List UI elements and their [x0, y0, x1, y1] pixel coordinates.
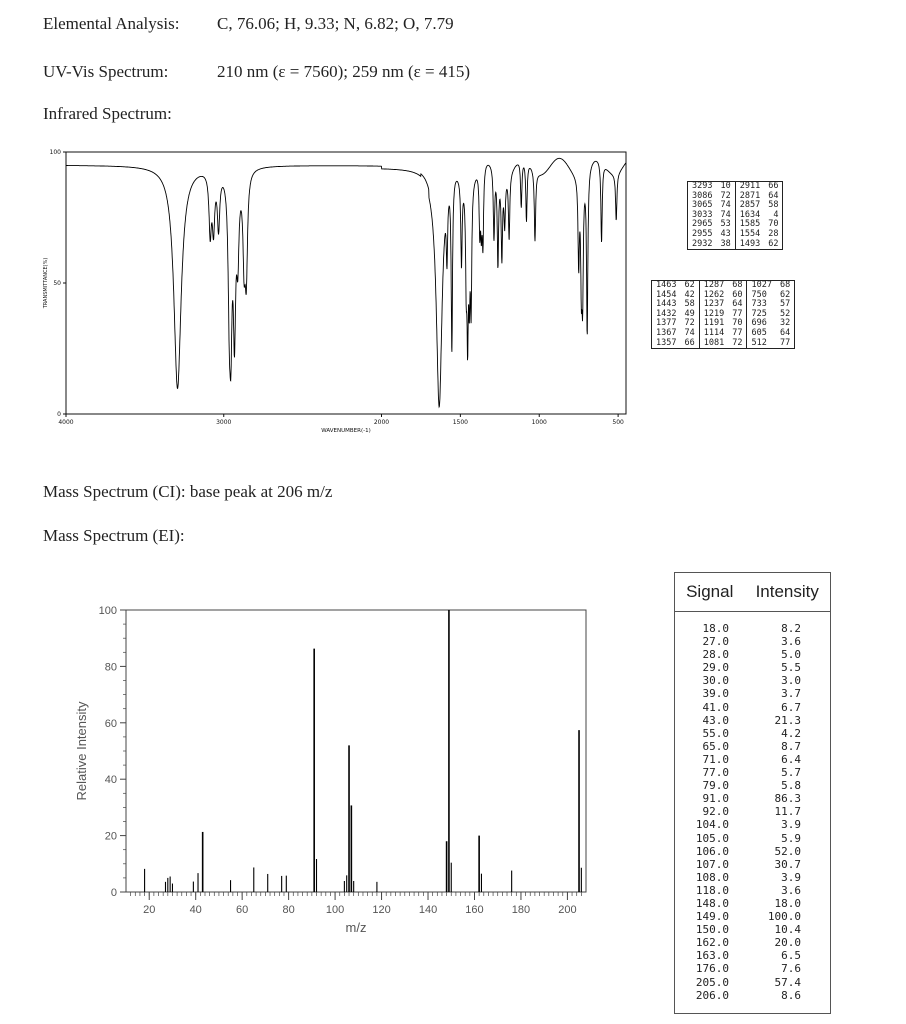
ms-table-row: [675, 661, 830, 674]
ms-intensity-cell: 6.5: [781, 949, 801, 963]
ms-signal-cell: 163.0: [695, 949, 729, 963]
ms-intensity-cell: 3.6: [781, 883, 801, 897]
ms-table-rows: [675, 612, 830, 1002]
ms-signal-cell: 79.0: [702, 779, 729, 793]
ir-wavenumber-cell: 1585: [735, 220, 764, 230]
ir-x-tick-label: 1500: [452, 419, 469, 426]
ms-intensity-cell: 3.9: [781, 818, 801, 832]
ir-transmittance-cell: 77: [779, 337, 791, 348]
mass-spectrum-ei-heading: Mass Spectrum (EI):: [43, 526, 185, 545]
ir-transmittance-cell: 32: [779, 318, 791, 329]
ms-intensity-cell: 100.0: [767, 910, 801, 924]
ms-table-row: [675, 936, 830, 949]
elemental-analysis-line: [43, 14, 454, 34]
ms-signal-cell: 205.0: [695, 975, 729, 989]
ms-x-tick-label: 120: [372, 904, 391, 916]
ir-wavenumber-cell: 2965: [692, 219, 713, 230]
ir-transmittance-cell: 72: [732, 337, 743, 348]
ir-wavenumber-cell: 3293: [692, 181, 713, 191]
ir-wavenumber-cell: 733: [747, 300, 776, 310]
ms-intensity-cell: 3.7: [781, 687, 801, 701]
ms-signal-cell: 28.0: [702, 648, 729, 662]
ir-transmittance-cell: 62: [684, 280, 695, 290]
ms-intensity-cell: 5.5: [781, 661, 801, 675]
ir-transmittance-cell: 4: [773, 209, 779, 220]
ms-intensity-cell: 4.2: [781, 726, 801, 740]
ir-transmittance-cell: 68: [732, 280, 743, 290]
ir-wavenumber-cell: 1027: [747, 281, 776, 291]
ms-signal-cell: 92.0: [702, 805, 729, 819]
elemental-analysis-label: Elemental Analysis:: [43, 14, 180, 33]
ir-transmittance-cell: 72: [720, 190, 731, 201]
ir-wavenumber-cell: 1262: [699, 291, 728, 301]
ms-signal-cell: 43.0: [702, 713, 729, 727]
ir-wavenumber-cell: 1081: [699, 339, 728, 349]
ir-wavenumber-cell: 1443: [656, 299, 677, 310]
ms-signal-table: [674, 572, 831, 1014]
ir-wavenumber-cell: 1219: [699, 310, 728, 320]
ms-signal-cell: 106.0: [695, 844, 729, 858]
ir-transmittance-cell: 42: [684, 289, 695, 300]
ms-table-row: [675, 845, 830, 858]
ms-table-row: [675, 753, 830, 766]
ir-wavenumber-cell: 1357: [656, 337, 677, 348]
ir-transmittance-cell: 60: [732, 289, 743, 300]
ms-table-row: [675, 910, 830, 923]
ir-wavenumber-cell: 512: [747, 339, 776, 349]
ms-table-row: [675, 962, 830, 975]
ms-intensity-cell: 3.9: [781, 870, 801, 884]
ir-transmittance-cell: 62: [768, 238, 779, 249]
ir-wavenumber-cell: 2871: [735, 192, 764, 202]
ms-x-tick-label: 100: [325, 904, 345, 916]
ms-x-tick-label: 20: [143, 904, 156, 916]
ms-signal-cell: 176.0: [695, 962, 729, 976]
ms-table-row: [675, 805, 830, 818]
ir-transmittance-cell: 38: [720, 238, 731, 249]
ms-signal-cell: 150.0: [695, 923, 729, 937]
ir-wavenumber-cell: 1454: [656, 289, 677, 300]
ms-signal-cell: 105.0: [695, 831, 729, 845]
ms-signal-cell: 104.0: [695, 818, 729, 832]
ms-table-row: [675, 818, 830, 831]
ir-wavenumber-cell: 1377: [656, 318, 677, 329]
ms-signal-cell: 107.0: [695, 857, 729, 871]
ir-transmittance-cell: 70: [732, 318, 743, 329]
uv-vis-value: 210 nm (ε = 7560); 259 nm (ε = 415): [217, 62, 471, 81]
ms-table-row: [675, 779, 830, 792]
ms-plot-frame: [126, 610, 586, 892]
ir-x-tick-label: 500: [612, 419, 624, 426]
ms-intensity-cell: 57.4: [774, 975, 801, 989]
ms-y-tick-label: 100: [98, 605, 117, 617]
ms-signal-cell: 29.0: [702, 661, 729, 675]
ms-signal-cell: 148.0: [695, 896, 729, 910]
ms-y-tick-label: 80: [104, 661, 117, 674]
ir-transmittance-cell: 64: [732, 299, 743, 310]
ms-intensity-cell: 11.7: [774, 805, 801, 819]
ir-spectrum-trace: [66, 158, 626, 407]
ir-transmittance-cell: 70: [768, 219, 779, 230]
ir-transmittance-cell: 68: [779, 280, 791, 290]
ms-table-row: [675, 976, 830, 989]
ms-intensity-cell: 8.6: [781, 988, 801, 1002]
ir-x-tick-label: 4000: [58, 419, 74, 426]
ms-signal-cell: 162.0: [695, 936, 729, 950]
ms-y-tick-label: 0: [110, 887, 117, 899]
ir-wavenumber-cell: 2955: [692, 228, 713, 239]
ir-transmittance-cell: 43: [720, 228, 731, 239]
ms-table-row: [675, 714, 830, 727]
ms-table-row: [675, 884, 830, 897]
ir-transmittance-cell: 72: [684, 318, 695, 329]
ms-table-row: [675, 858, 830, 871]
ms-table-row: [675, 622, 830, 635]
ms-x-axis-label: m/z: [345, 920, 367, 935]
ms-header-signal: Signal: [686, 582, 734, 601]
ms-signal-cell: 30.0: [702, 674, 729, 688]
ms-table-row: [675, 674, 830, 687]
uv-vis-label: UV-Vis Spectrum:: [43, 62, 169, 81]
uv-vis-line: [43, 62, 470, 82]
ms-y-tick-label: 20: [104, 830, 117, 843]
ms-signal-cell: 118.0: [695, 883, 729, 897]
ms-x-tick-label: 80: [282, 904, 295, 916]
ir-wavenumber-cell: 1114: [699, 329, 728, 339]
ir-transmittance-cell: 66: [684, 337, 695, 348]
ms-intensity-cell: 30.7: [774, 857, 801, 871]
ir-transmittance-cell: 10: [720, 181, 731, 191]
ms-intensity-cell: 6.7: [781, 700, 801, 714]
ir-wavenumber-cell: 750: [747, 291, 776, 301]
ms-table-row: [675, 687, 830, 700]
ms-x-tick-label: 180: [511, 904, 531, 916]
elemental-analysis-value: C, 76.06; H, 9.33; N, 6.82; O, 7.79: [217, 14, 454, 33]
ir-wavenumber-cell: 1432: [656, 308, 677, 319]
ir-transmittance-cell: 64: [779, 327, 791, 338]
ms-intensity-cell: 21.3: [774, 713, 801, 727]
ms-y-tick-label: 40: [104, 774, 117, 787]
ms-signal-cell: 71.0: [702, 752, 729, 766]
ms-signal-cell: 41.0: [702, 700, 729, 714]
ir-transmittance-cell: 53: [720, 219, 731, 230]
ms-table-row: [675, 635, 830, 648]
ir-transmittance-cell: 57: [779, 299, 791, 310]
ms-table-row: [675, 727, 830, 740]
ms-signal-cell: 55.0: [702, 726, 729, 740]
ir-wavenumber-cell: 1367: [656, 327, 677, 338]
ms-ei-chart: [70, 590, 600, 950]
ir-transmittance-cell: 58: [684, 299, 695, 310]
ms-signal-cell: 108.0: [695, 870, 729, 884]
ir-y-tick-label: 100: [49, 149, 61, 156]
ir-wavenumber-cell: 725: [747, 310, 776, 320]
ir-wavenumber-cell: 2932: [692, 238, 713, 249]
ir-wavenumber-cell: 3065: [692, 200, 713, 211]
ms-table-row: [675, 897, 830, 910]
ms-header-intensity: Intensity: [755, 582, 819, 601]
ms-table-row: [675, 701, 830, 714]
ir-peak-table-top: [687, 181, 783, 250]
ms-intensity-cell: 6.4: [781, 752, 801, 766]
ms-table-header: [675, 573, 830, 612]
ms-signal-cell: 149.0: [695, 910, 729, 924]
ir-wavenumber-cell: 1493: [735, 240, 764, 250]
ms-intensity-cell: 8.7: [781, 739, 801, 753]
ir-plot-frame: [66, 152, 626, 414]
ms-table-row: [675, 871, 830, 884]
ir-transmittance-cell: 64: [768, 190, 779, 201]
ms-intensity-cell: 86.3: [774, 792, 801, 806]
ir-x-axis-label: WAVENUMBER(-1): [321, 428, 371, 434]
ir-transmittance-cell: 52: [779, 308, 791, 319]
ms-intensity-cell: 52.0: [774, 844, 801, 858]
ms-x-tick-label: 200: [558, 904, 577, 916]
ir-wavenumber-cell: 1287: [699, 281, 728, 291]
ms-signal-cell: 18.0: [702, 622, 729, 635]
ir-peak-table-bottom: [651, 280, 795, 349]
ir-wavenumber-cell: 1237: [699, 300, 728, 310]
ir-transmittance-cell: 28: [768, 228, 779, 239]
ms-x-tick-label: 140: [418, 904, 438, 916]
ms-y-axis-label: Relative Intensity: [74, 701, 89, 801]
ir-transmittance-cell: 66: [768, 181, 779, 191]
ir-spectrum-chart: [38, 145, 633, 440]
ir-y-tick-label: 0: [57, 411, 61, 418]
ms-x-tick-label: 40: [189, 904, 202, 916]
ir-x-tick-label: 2000: [373, 419, 390, 426]
ir-wavenumber-cell: 3086: [692, 190, 713, 201]
ms-signal-cell: 39.0: [702, 687, 729, 701]
ms-signal-cell: 206.0: [695, 988, 729, 1002]
ms-y-tick-label: 60: [104, 717, 117, 730]
ms-intensity-cell: 5.7: [781, 766, 801, 780]
ms-intensity-cell: 7.6: [781, 962, 801, 976]
ms-intensity-cell: 3.6: [781, 635, 801, 649]
ms-intensity-cell: 5.8: [781, 779, 801, 793]
ir-top-row: [688, 240, 782, 250]
ms-table-row: [675, 832, 830, 845]
ir-wavenumber-cell: 696: [747, 319, 776, 329]
ms-intensity-cell: 18.0: [774, 896, 801, 910]
ir-wavenumber-cell: 1191: [699, 319, 728, 329]
ir-wavenumber-cell: 2857: [735, 201, 764, 211]
mass-spectrum-ci-line: Mass Spectrum (CI): base peak at 206 m/z: [43, 482, 333, 501]
ms-table-row: [675, 949, 830, 962]
ir-wavenumber-cell: 2911: [735, 182, 764, 192]
ir-wavenumber-cell: 605: [747, 329, 776, 339]
ir-transmittance-cell: 62: [779, 289, 791, 300]
ms-intensity-cell: 8.2: [781, 622, 801, 635]
ms-x-tick-label: 160: [465, 904, 484, 916]
ms-table-row: [675, 792, 830, 805]
ms-signal-cell: 77.0: [702, 766, 729, 780]
ms-table-row: [675, 766, 830, 779]
ms-intensity-cell: 10.4: [774, 923, 801, 937]
ms-table-row: [675, 740, 830, 753]
ms-table-row: [675, 923, 830, 936]
ms-intensity-cell: 5.0: [781, 648, 801, 662]
ir-transmittance-cell: 49: [684, 308, 695, 319]
ms-x-tick-label: 60: [236, 904, 249, 916]
ir-wavenumber-cell: 1554: [735, 230, 764, 240]
ms-intensity-cell: 5.9: [781, 831, 801, 845]
ir-wavenumber-cell: 1634: [735, 211, 764, 221]
ir-wavenumber-cell: 1463: [656, 280, 677, 290]
ir-spectrum-heading: Infrared Spectrum:: [43, 104, 172, 123]
ir-transmittance-cell: 74: [720, 200, 731, 211]
ir-transmittance-cell: 74: [684, 327, 695, 338]
ir-x-tick-label: 3000: [216, 419, 232, 426]
ir-wavenumber-cell: 3033: [692, 209, 713, 220]
ir-bottom-row: [652, 339, 794, 349]
ms-signal-cell: 65.0: [702, 739, 729, 753]
ir-transmittance-cell: 58: [768, 200, 779, 211]
ms-intensity-cell: 3.0: [781, 674, 801, 688]
ms-table-row: [675, 648, 830, 661]
ms-signal-cell: 91.0: [702, 792, 729, 806]
ir-transmittance-cell: 74: [720, 209, 731, 220]
ir-x-tick-label: 1000: [531, 419, 547, 426]
ms-signal-cell: 27.0: [702, 635, 729, 649]
ir-y-tick-label: 50: [53, 280, 61, 287]
ms-table-row: [675, 989, 830, 1002]
ir-transmittance-cell: 77: [732, 308, 743, 319]
ir-transmittance-cell: 77: [732, 327, 743, 338]
ms-intensity-cell: 20.0: [774, 936, 801, 950]
ir-y-axis-label: TRANSMITTANCE(%): [43, 257, 49, 309]
